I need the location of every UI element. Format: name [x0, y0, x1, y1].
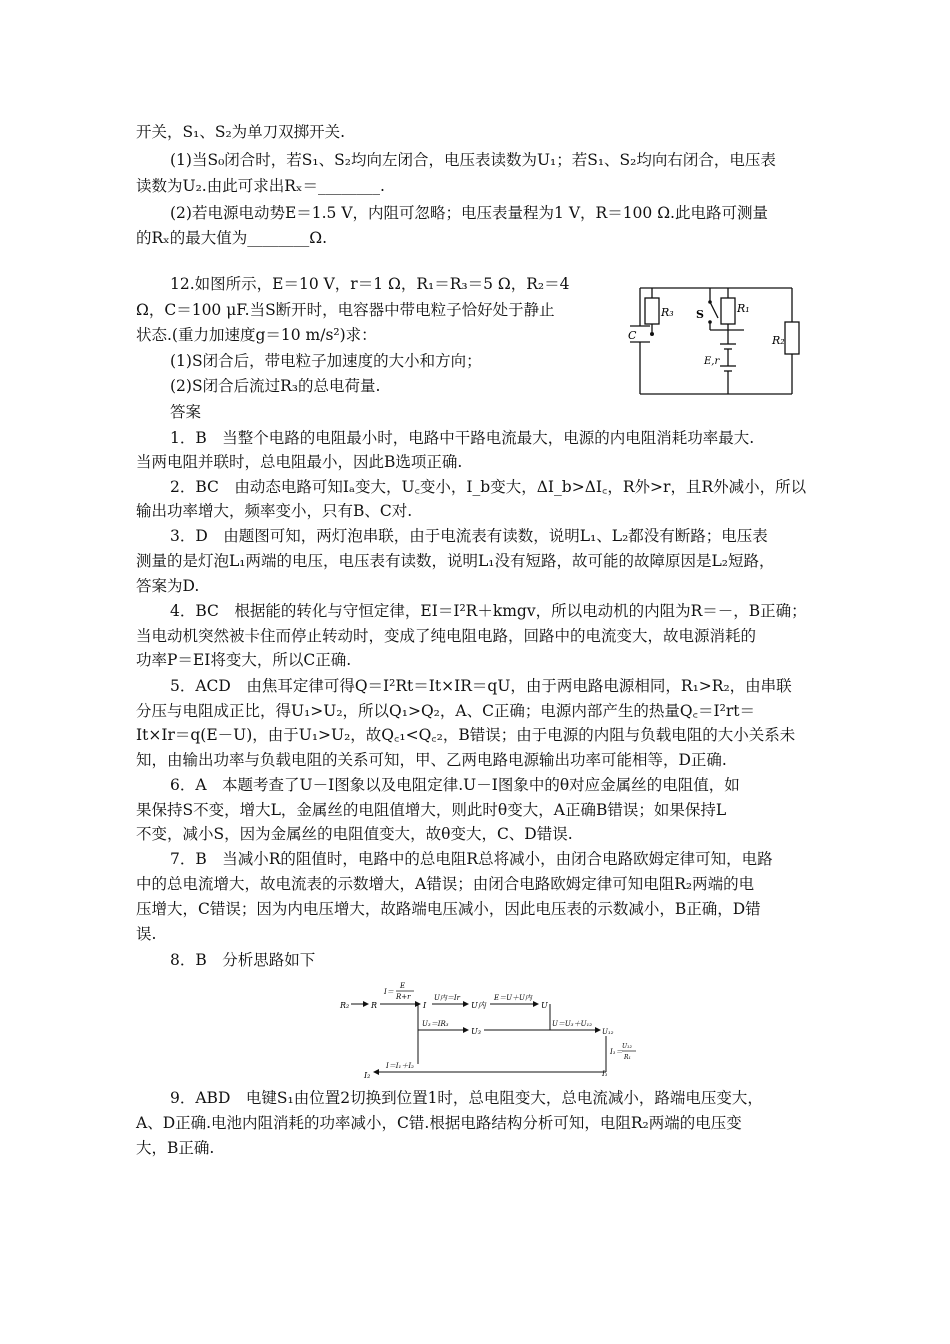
q12-line5: (2)S闭合后流过R₃的总电荷量. — [170, 377, 381, 395]
flow-I2: I₂ — [364, 1071, 371, 1080]
answer-line: 当两电阻并联时，总电阻最小，因此B选项正确. — [136, 453, 463, 471]
q11-line5: 的Rₓ的最大值为________Ω. — [136, 229, 328, 247]
flow-Unei-eq: U内＝Ir — [434, 994, 461, 1002]
label-C: C — [628, 329, 637, 342]
flow-I-eq: I＝ — [384, 988, 394, 996]
answer-line: 功率P＝EI将变大，所以C正确. — [136, 651, 352, 669]
q12-line4: (1)S闭合后，带电粒子加速度的大小和方向； — [170, 352, 482, 370]
answer-line: 分压与电阻成正比，得U₁>U₂，所以Q₁>Q₂，A、C正确；电源内部产生的热量Q꜀＝I²rt＝ — [136, 702, 755, 720]
flow-E: E — [400, 982, 406, 990]
q12-line1: 12.如图所示，E＝10 V，r＝1 Ω，R₁＝R₃＝5 Ω，R₂＝4 — [170, 275, 570, 293]
label-R1: R₁ — [737, 302, 750, 315]
flow-U3: U₃ — [471, 1027, 481, 1036]
answer9-line3: 大，B正确. — [136, 1139, 215, 1157]
analysis-flow-diagram — [338, 978, 638, 1082]
answer-line: 测量的是灯泡L₁两端的电压，电压表有读数，说明L₁没有短路，故可能的故障原因是L₂短路， — [136, 552, 775, 570]
q12-line3: 状态.(重力加速度g＝10 m/s²)求： — [136, 326, 377, 344]
flow-U-eq: U＝U₃＋U₁₂ — [552, 1020, 593, 1028]
answer-line: 1．B 当整个电路的电阻最小时，电路中干路电流最大，电源的内电阻消耗功率最大. — [170, 429, 755, 447]
answer-line: 答案为D. — [136, 577, 200, 595]
q11-line4: (2)若电源电动势E＝1.5 V，内阻可忽略；电压表量程为1 V，R＝100 Ω.此电路可测量 — [170, 204, 768, 222]
answer-line: 中的总电流增大，故电流表的示数增大，A错误；由闭合电路欧姆定律可知电阻R₂两端的电 — [136, 875, 755, 893]
answer-line: 当电动机突然被卡住而停止转动时，变成了纯电阻电路，回路中的电流变大，故电源消耗的 — [136, 627, 757, 645]
q11-line3: 读数为U₂.由此可求出Rₓ＝________. — [136, 177, 385, 195]
flow-U3-eq: U₃＝IR₃ — [422, 1020, 449, 1028]
flow-U12: U₁₂ — [602, 1028, 614, 1036]
q11-line1: 开关，S₁、S₂为单刀双掷开关. — [136, 123, 346, 141]
q12-line2: Ω，C＝100 μF.当S断开时，电容器中带电粒子恰好处于静止 — [136, 301, 555, 319]
answer-line: 7．B 当减小R的阻值时，电路中的总电阻R总将减小，由闭合电路欧姆定律可知，电路 — [170, 850, 773, 868]
answer-line: 2．BC 由动态电路可知Iₐ变大，U꜀变小，I_b变大，ΔI_b>ΔI꜀，R外>r，且R外减小，所以 — [170, 478, 807, 496]
answer-line: 果保持S不变，增大L，金属丝的电阻值增大，则此时θ变大，A正确B错误；如果保持L — [136, 801, 727, 819]
answer9-line1: 9．ABD 电键S₁由位置2切换到位置1时，总电阻变大，总电流减小，路端电压变大， — [170, 1089, 763, 1107]
flow-R: R — [371, 1001, 378, 1010]
flow-I1-eq: I₁＝ — [610, 1048, 623, 1056]
flow-R1: R₁ — [624, 1054, 631, 1061]
label-R2: R₂ — [772, 334, 785, 347]
label-S: S — [696, 308, 704, 321]
flow-U: U — [541, 1001, 548, 1010]
answer-line: 4．BC 根据能的转化与守恒定律，EI＝I²R＋kmgv，所以电动机的内阻为R＝－，B正确； — [170, 602, 807, 620]
label-R3: R₃ — [661, 306, 674, 319]
answers-title: 答案 — [170, 403, 202, 421]
flow-I1: I₁ — [602, 1070, 608, 1078]
answer-line: 8．B 分析思路如下 — [170, 951, 316, 969]
answer-line: 输出功率增大，频率变小，只有B、C对. — [136, 502, 413, 520]
circuit-diagram — [612, 282, 808, 400]
label-Er: E,r — [704, 356, 720, 367]
answer-line: 压增大，C错误；因为内电压增大，故路端电压减小，因此电压表的示数减小，B正确，D错 — [136, 900, 761, 918]
answer9-line2: A、D正确.电池内阻消耗的功率减小，C错.根据电路结构分析可知，电阻R₂两端的电压变 — [136, 1114, 742, 1132]
answer-line: 误. — [136, 925, 157, 943]
q11-line2: (1)当S₀闭合时，若S₁、S₂均向左闭合，电压表读数为U₁；若S₁、S₂均向右闭合，电压表 — [170, 151, 776, 169]
flow-Unei: U内 — [471, 1001, 486, 1010]
answer-line: 知，由输出功率与负载电阻的关系可知，甲、乙两电路电源输出功率可能相等，D正确. — [136, 751, 727, 769]
answer-line: 不变，减小S，因为金属丝的电阻值变大，故θ变大，C、D错误. — [136, 825, 573, 843]
flow-R-plus-r: R+r — [396, 993, 411, 1001]
answer-line: 6．A 本题考查了U－I图象以及电阻定律.U－I图象中的θ对应金属丝的电阻值，如 — [170, 776, 740, 794]
answer-line: It×Ir＝q(E－U)，由于U₁>U₂，故Q꜀₁<Q꜀₂，B错误；由于电源的内阻与负载电阻的大小关系未 — [136, 726, 796, 744]
flow-R2: R₂ — [340, 1001, 350, 1010]
flow-U12-frac: U₁₂ — [622, 1043, 632, 1050]
answer-line: 5．ACD 由焦耳定律可得Q＝I²Rt＝It×IR＝qU，由于两电路电源相同，R₁>R₂，由串联 — [170, 677, 792, 695]
flow-I-sum: I＝I₁＋I₂ — [386, 1062, 414, 1070]
answer-line: 3．D 由题图可知，两灯泡串联，由于电流表有读数，说明L₁、L₂都没有断路；电压表 — [170, 527, 768, 545]
flow-E-equation: E＝U＋U内 — [494, 994, 532, 1002]
flow-I: I — [423, 1001, 427, 1010]
